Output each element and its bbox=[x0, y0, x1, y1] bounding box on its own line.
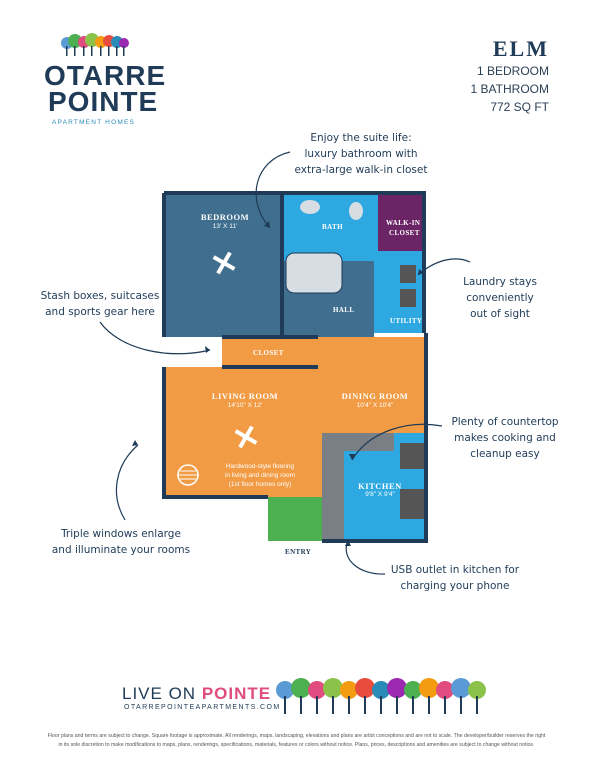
bedroom-label: BEDROOM bbox=[200, 212, 250, 222]
callout-laundry-line3: out of sight bbox=[470, 308, 530, 320]
callout-windows-line1: Triple windows enlarge bbox=[61, 528, 181, 540]
callout-suite-line3: extra-large walk-in closet bbox=[294, 164, 428, 176]
callout-suite-line1: Enjoy the suite life: bbox=[310, 132, 412, 144]
callout-suite-line2: luxury bathroom with bbox=[304, 148, 418, 160]
dining-room-dims: 10'4" X 10'4" bbox=[356, 402, 394, 409]
callout-countertop-line3: cleanup easy bbox=[470, 448, 540, 460]
arrow-countertop-icon bbox=[352, 424, 442, 460]
bedroom-dims: 13' X 11' bbox=[212, 223, 238, 230]
floor-note-line2: in living and dining room bbox=[224, 472, 296, 479]
callout-windows-line2: and illuminate your rooms bbox=[51, 544, 191, 556]
callout-usb-line1: USB outlet in kitchen for bbox=[390, 564, 520, 576]
callout-countertop-line2: makes cooking and bbox=[454, 432, 556, 444]
entry-label: ENTRY bbox=[285, 548, 312, 556]
brand-name-line2: POINTE bbox=[48, 86, 159, 117]
arrow-storage-icon bbox=[100, 322, 210, 354]
brand-name-line1: OTARRE bbox=[44, 60, 167, 91]
arrow-suite-icon bbox=[256, 152, 290, 228]
plan-bedrooms: 1 BEDROOM bbox=[476, 64, 549, 78]
arrow-usb-icon bbox=[346, 540, 385, 574]
callout-laundry-line2: conveniently bbox=[466, 292, 534, 304]
plan-name: ELM bbox=[492, 36, 549, 61]
brand-subtitle: APARTMENT HOMES bbox=[52, 119, 136, 126]
footer-tagline-part2: POINTE bbox=[201, 684, 272, 703]
closet-label: CLOSET bbox=[253, 349, 284, 357]
floor-note-line1: Hardwood-style flooring bbox=[225, 463, 295, 470]
footer-trees-icon bbox=[275, 676, 495, 716]
dining-room-label: DINING ROOM bbox=[341, 391, 409, 401]
kitchen-dims: 9'8" X 9'4" bbox=[365, 491, 395, 498]
callout-laundry-line1: Laundry stays bbox=[463, 276, 537, 288]
callout-countertop-line1: Plenty of countertop bbox=[451, 416, 559, 428]
plan-sqft: 772 SQ FT bbox=[490, 100, 549, 114]
walk-in-closet-label2: CLOSET bbox=[389, 229, 420, 237]
callout-usb-line2: charging your phone bbox=[400, 580, 510, 592]
floor-note-line3: (1st floor homes only) bbox=[228, 481, 292, 488]
walk-in-closet-label: WALK-IN bbox=[386, 219, 421, 227]
utility-label: UTILITY bbox=[390, 317, 423, 325]
footer-tagline bbox=[122, 684, 271, 704]
disclaimer-line1: Floor plans and terms are subject to change. Square footage is approximate. All renderings, maps, landscaping, elevations and plans are artist conceptions and are not to scale. The developer/builder reserves the right bbox=[47, 733, 546, 739]
bath-label: BATH bbox=[322, 223, 343, 231]
hall-label: HALL bbox=[333, 306, 355, 314]
living-room-dims: 14'10" X 12' bbox=[227, 402, 263, 409]
callout-storage-line2: and sports gear here bbox=[45, 306, 155, 318]
disclaimer-line2: in its sole discretion to make modifications to maps, plans, renderings, specifications, materials, features or colors without notice. Plans, prices, descriptions and amenities are subject to change without notice. bbox=[58, 742, 535, 748]
footer-url[interactable]: OTARREPOINTEAPARTMENTS.COM bbox=[124, 704, 281, 711]
footer-tagline-part1: LIVE ON bbox=[122, 684, 202, 703]
callout-storage-line1: Stash boxes, suitcases bbox=[40, 290, 160, 302]
kitchen-label: KITCHEN bbox=[358, 481, 402, 491]
plan-bathrooms: 1 BATHROOM bbox=[470, 82, 549, 96]
living-room-label: LIVING ROOM bbox=[211, 391, 279, 401]
arrow-laundry-icon bbox=[418, 259, 470, 275]
arrow-windows-icon bbox=[116, 445, 138, 520]
